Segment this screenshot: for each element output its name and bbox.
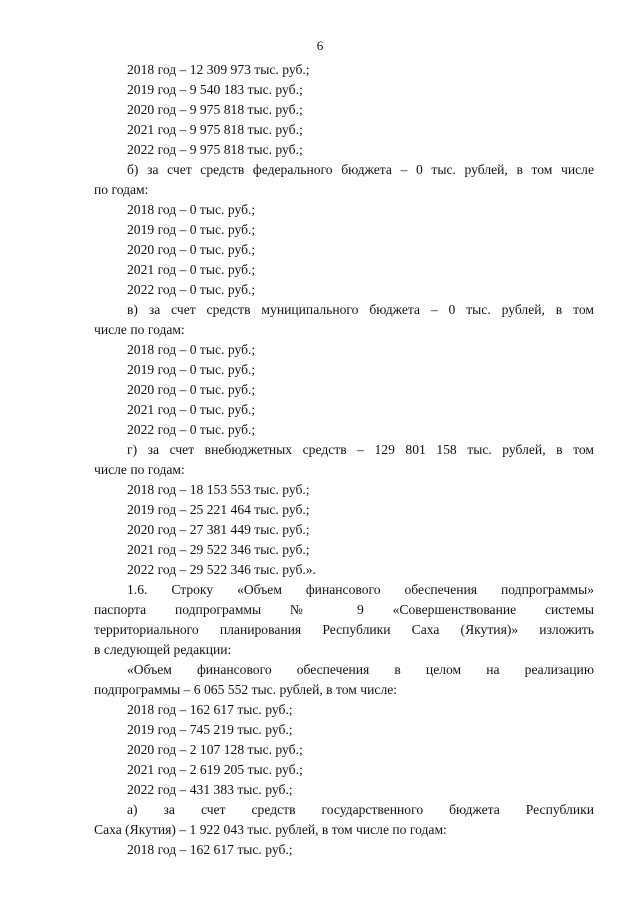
paragraph-line: территориального планирования Республики Саха (Якутия)» изложить [94, 622, 594, 637]
budget-year-line: 2019 год – 745 219 тыс. руб.; [127, 722, 293, 737]
document-body [94, 60, 594, 860]
budget-year-line: 2018 год – 12 309 973 тыс. руб.; [127, 62, 310, 77]
budget-year-line: 2018 год – 0 тыс. руб.; [127, 202, 256, 217]
budget-year-line: 2021 год – 0 тыс. руб.; [127, 402, 256, 417]
paragraph [94, 580, 594, 660]
paragraph [94, 300, 594, 340]
budget-year-line: 2020 год – 27 381 449 тыс. руб.; [127, 522, 310, 537]
paragraph-line: Саха (Якутия) – 1 922 043 тыс. рублей, в том числе по годам: [94, 822, 447, 837]
paragraph [94, 440, 594, 480]
paragraph-line: «Объем финансового обеспечения в целом на реализацию [127, 662, 594, 677]
budget-year-line: 2021 год – 9 975 818 тыс. руб.; [127, 122, 303, 137]
budget-year-line: 2022 год – 29 522 346 тыс. руб.». [127, 562, 316, 577]
budget-year-line: 2022 год – 431 383 тыс. руб.; [127, 782, 293, 797]
paragraph [94, 160, 594, 200]
budget-year-line: 2021 год – 29 522 346 тыс. руб.; [127, 542, 310, 557]
budget-year-line: 2019 год – 0 тыс. руб.; [127, 362, 256, 377]
paragraph-line: б) за счет средств федерального бюджета – 0 тыс. рублей, в том числе [127, 162, 594, 177]
budget-year-line: 2022 год – 0 тыс. руб.; [127, 282, 256, 297]
paragraph-line: по годам: [94, 182, 149, 197]
budget-year-line: 2018 год – 162 617 тыс. руб.; [127, 842, 293, 857]
budget-year-line: 2018 год – 0 тыс. руб.; [127, 342, 256, 357]
budget-year-line: 2019 год – 0 тыс. руб.; [127, 222, 256, 237]
budget-year-line: 2019 год – 25 221 464 тыс. руб.; [127, 502, 310, 517]
paragraph-line: паспорта подпрограммы № 9 «Совершенствование системы [94, 602, 594, 617]
budget-year-line: 2020 год – 2 107 128 тыс. руб.; [127, 742, 303, 757]
budget-year-line: 2019 год – 9 540 183 тыс. руб.; [127, 82, 303, 97]
paragraph-line: г) за счет внебюджетных средств – 129 801 158 тыс. рублей, в том [127, 442, 594, 457]
budget-year-line: 2021 год – 2 619 205 тыс. руб.; [127, 762, 303, 777]
budget-year-line: 2020 год – 0 тыс. руб.; [127, 382, 256, 397]
paragraph [94, 660, 594, 700]
budget-year-line: 2018 год – 162 617 тыс. руб.; [127, 702, 293, 717]
budget-year-line: 2022 год – 9 975 818 тыс. руб.; [127, 142, 303, 157]
paragraph-line: в следующей редакции: [94, 642, 232, 657]
budget-year-line: 2022 год – 0 тыс. руб.; [127, 422, 256, 437]
paragraph-line: числе по годам: [94, 462, 185, 477]
paragraph-line: подпрограммы – 6 065 552 тыс. рублей, в том числе: [94, 682, 398, 697]
paragraph-line: числе по годам: [94, 322, 185, 337]
budget-year-line: 2020 год – 0 тыс. руб.; [127, 242, 256, 257]
budget-year-line: 2018 год – 18 153 553 тыс. руб.; [127, 482, 310, 497]
budget-year-line: 2021 год – 0 тыс. руб.; [127, 262, 256, 277]
page-number: 6 [316, 38, 324, 53]
paragraph-line: а) за счет средств государственного бюджета Республики [127, 802, 594, 817]
paragraph [94, 800, 594, 840]
paragraph-line: в) за счет средств муниципального бюджета – 0 тыс. рублей, в том [127, 302, 594, 317]
paragraph-line: 1.6. Строку «Объем финансового обеспечения подпрограммы» [127, 582, 594, 597]
budget-year-line: 2020 год – 9 975 818 тыс. руб.; [127, 102, 303, 117]
